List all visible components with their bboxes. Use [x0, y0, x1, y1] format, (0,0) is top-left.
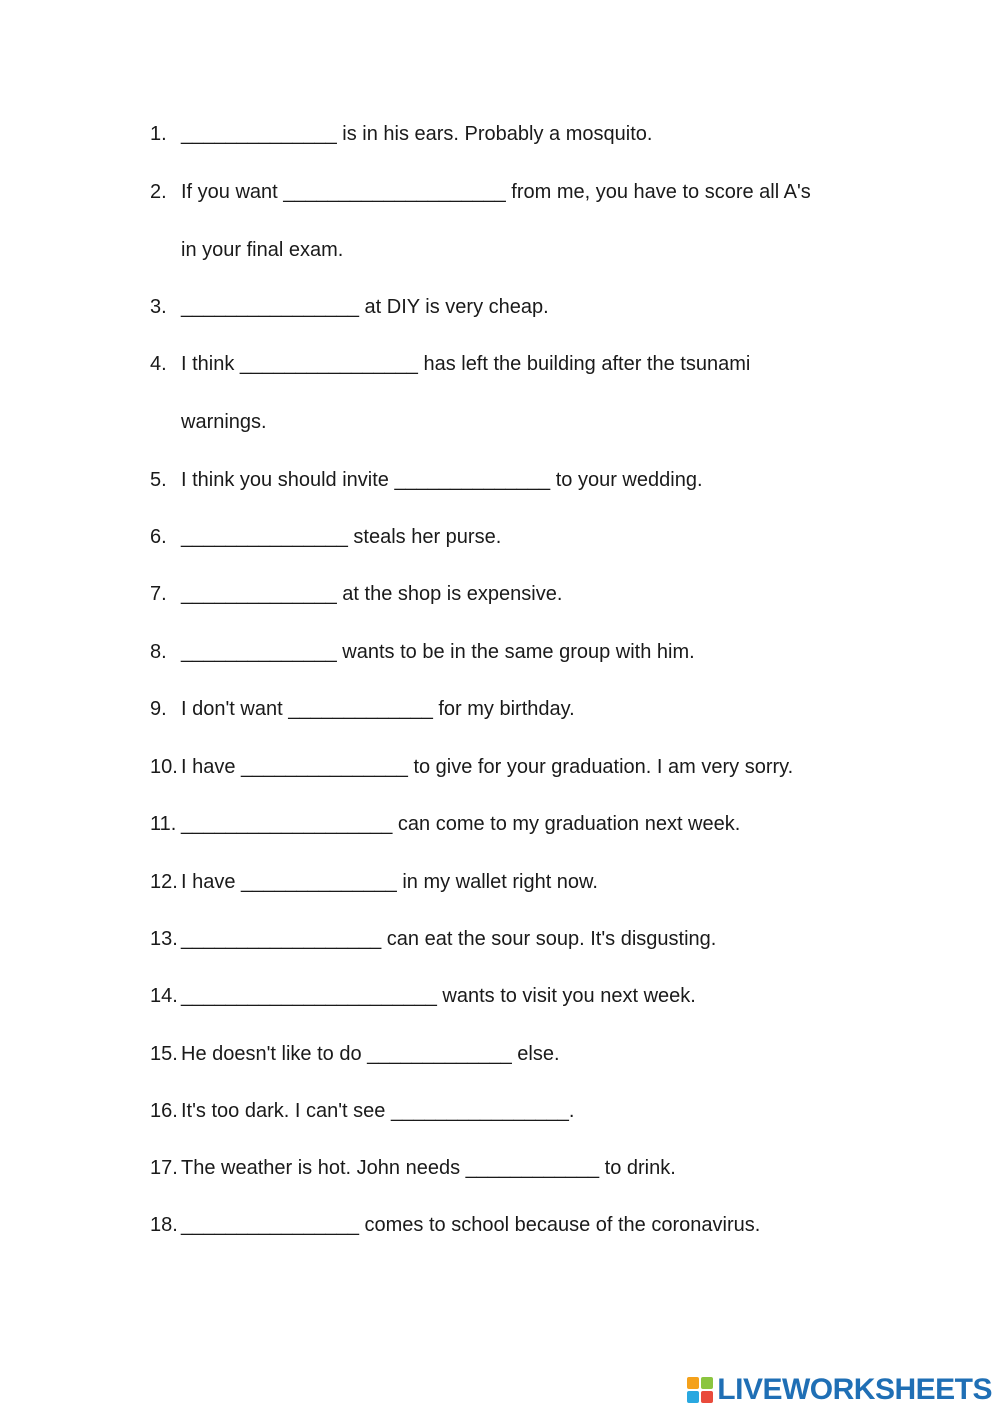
question-number: 7. [150, 583, 167, 605]
question-number: 15. [150, 1043, 178, 1065]
question-5 [150, 466, 890, 494]
question-text: ______________ at the shop is expensive. [181, 583, 563, 605]
question-text: ___________________ can come to my graduation next week. [181, 813, 741, 835]
liveworksheets-logo[interactable] [687, 1373, 992, 1407]
question-text: I don't want _____________ for my birthday. [181, 698, 575, 720]
question-number: 9. [150, 698, 167, 720]
logo-square [687, 1377, 699, 1389]
question-number: 6. [150, 526, 167, 548]
question-text: It's too dark. I can't see ________________. [181, 1100, 575, 1122]
question-number: 10. [150, 756, 178, 778]
logo-squares-icon [687, 1377, 713, 1403]
question-8 [150, 638, 890, 666]
question-4 [150, 350, 890, 378]
question-text: I think you should invite ______________ to your wedding. [181, 469, 703, 491]
question-9 [150, 695, 890, 723]
question-18 [150, 1211, 890, 1239]
question-number: 1. [150, 123, 167, 145]
question-6 [150, 523, 890, 551]
question-13 [150, 925, 890, 953]
question-7 [150, 580, 890, 608]
question-number: 14. [150, 985, 178, 1007]
question-number: 18. [150, 1214, 178, 1236]
question-text: I have ______________ in my wallet right now. [181, 871, 598, 893]
question-16 [150, 1097, 890, 1125]
question-3 [150, 293, 890, 321]
question-15 [150, 1040, 890, 1068]
question-1 [150, 120, 890, 148]
question-text: He doesn't like to do _____________ else. [181, 1043, 560, 1065]
question-number: 16. [150, 1100, 178, 1122]
question-number: 12. [150, 871, 178, 893]
logo-square [687, 1391, 699, 1403]
question-text: I have _______________ to give for your graduation. I am very sorry. [181, 756, 794, 778]
question-4-continuation: warnings. [181, 411, 267, 433]
question-text: ______________ is in his ears. Probably a mosquito. [181, 123, 653, 145]
question-number: 3. [150, 296, 167, 318]
question-number: 13. [150, 928, 178, 950]
question-text: If you want ____________________ from me, you have to score all A's [181, 181, 811, 203]
question-number: 5. [150, 469, 167, 491]
question-2 [150, 178, 890, 206]
question-number: 2. [150, 181, 167, 203]
question-text: __________________ can eat the sour soup. It's disgusting. [181, 928, 717, 950]
question-10 [150, 753, 890, 781]
question-14 [150, 982, 890, 1010]
question-text: I think ________________ has left the building after the tsunami [181, 353, 751, 375]
question-12 [150, 868, 890, 896]
question-text: _______________________ wants to visit you next week. [181, 985, 696, 1007]
question-text: The weather is hot. John needs ____________ to drink. [181, 1157, 676, 1179]
question-2-continuation: in your final exam. [181, 239, 344, 261]
question-17 [150, 1154, 890, 1182]
question-number: 4. [150, 353, 167, 375]
question-text: ________________ comes to school because of the coronavirus. [181, 1214, 761, 1236]
question-11 [150, 810, 890, 838]
question-text: ________________ at DIY is very cheap. [181, 296, 549, 318]
question-text: _______________ steals her purse. [181, 526, 502, 548]
logo-square [701, 1377, 713, 1389]
question-number: 8. [150, 641, 167, 663]
question-number: 11. [150, 813, 177, 835]
logo-text: LIVEWORKSHEETS [717, 1373, 992, 1406]
question-number: 17. [150, 1157, 178, 1179]
question-text: ______________ wants to be in the same group with him. [181, 641, 695, 663]
logo-square [701, 1391, 713, 1403]
